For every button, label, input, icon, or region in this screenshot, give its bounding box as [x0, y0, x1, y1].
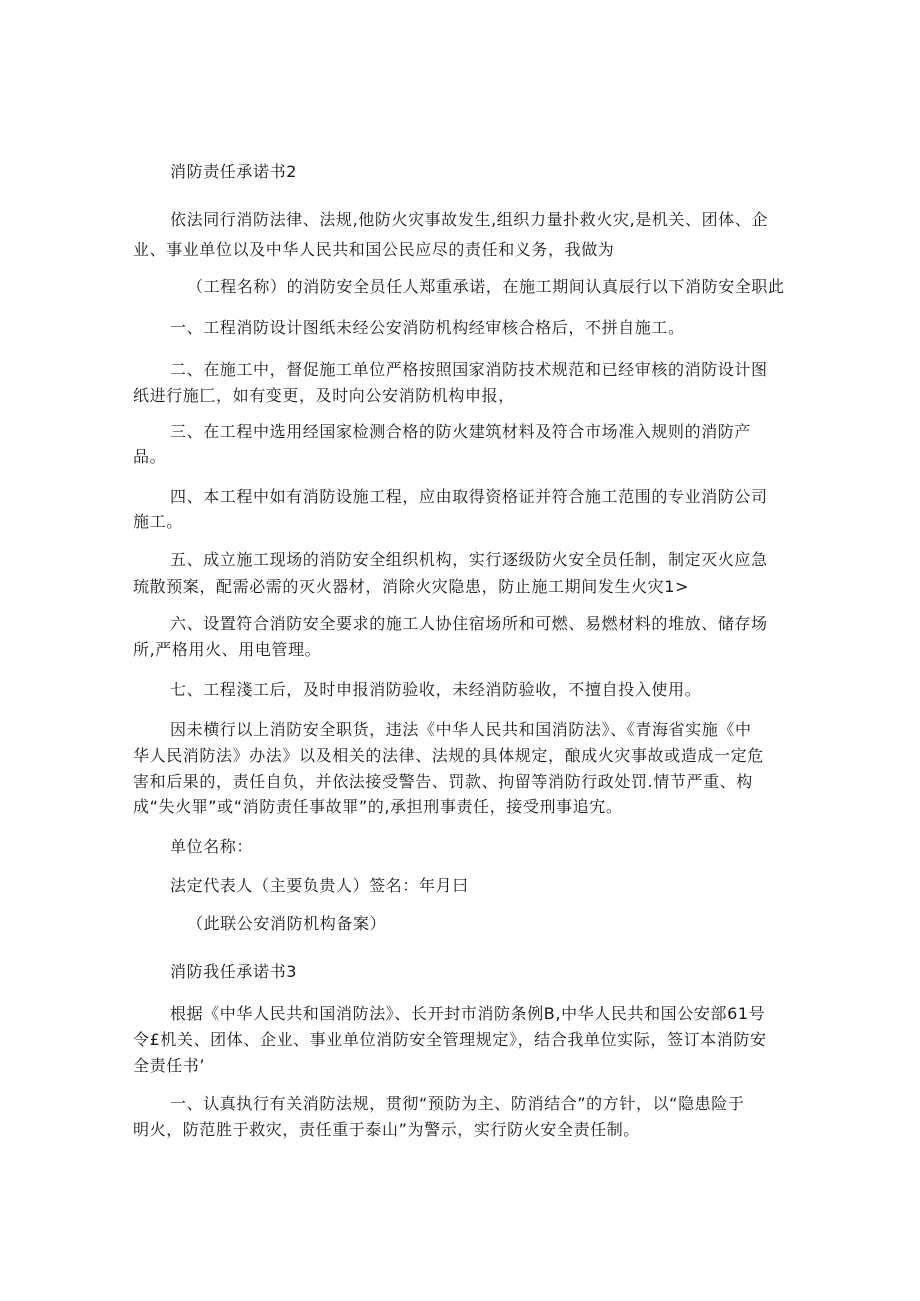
item-six-line: 六、设置符合消防安全要求的施工人协住宿场所和可燃、易燃材料的堆放、储存场 — [170, 614, 768, 633]
paragraph-basis-line: 令£机关、团体、企业、事业单位消防安全管理规定》，结合我单位实际，签订本消防安 — [133, 1030, 767, 1049]
paragraph-basis-line: 根据《中华人民共和国消防法》、长开封市消防条例B,中华人民共和国公安部61号 — [170, 1004, 766, 1023]
item-three-line: 品。 — [133, 447, 167, 466]
item-one: 一、工程消防设计图纸未经公安消防机构经审核合格后，不拼自施工。 — [170, 318, 685, 337]
paragraph-intro-line: 依法同行消防法律、法规,他防火灾事故发生,组织力量扑救火灾,是机关、团体、企 — [170, 210, 769, 229]
item-one-policy-line: 一、认真执行有关消防法规，贯彻“预防为主、防消结合”的方针，以“隐患险于 — [170, 1094, 745, 1113]
signature-field: 法定代表人（主要负贵人）签名：年月曰 — [170, 876, 469, 895]
item-four-line: 四、本工程中如有消防设施工程，应由取得资格证并符合施工范围的专业消防公司 — [170, 487, 768, 506]
paragraph-liability-line: 因未横行以上消防安全职货，违法《中华人民共和国消防法》、《青海省实施《中 — [170, 720, 752, 739]
filing-note: （此联公安消防机构备案） — [187, 914, 387, 933]
item-two-line: 二、在施工中，督促施工单位严格按照国家消防技术规范和已经审核的消防设计图 — [170, 360, 768, 379]
item-one-policy-line: 明火，防范胜于救灾，责任重于泰山”为警示，实行防火安全责任制。 — [133, 1120, 640, 1139]
item-three-line: 三、在工程中选用经国家检测合格的防火建筑材料及符合市场准入规则的消防产 — [170, 422, 752, 441]
item-five-line: 琉散预案，配需必需的灭火器材，消除火灾隐患，防止施工期间发生火灾1> — [133, 577, 689, 596]
paragraph-liability-line: 害和后果的，责任自负，并依法接受警告、罚款、拘留等消防行政处罚.情节严重、构 — [133, 772, 753, 791]
item-two-line: 纸进行施匚，如有变更，及时向公安消防机构申报， — [133, 386, 515, 405]
paragraph-liability-line: 成“失火罪”或“消防责任事故罪”的,承担刑事责任，接受刑事追宄。 — [133, 797, 623, 816]
paragraph-intro-line: 业、事业单位以及中华人民共和国公民应尽的责任和义务，我做为 — [133, 240, 615, 259]
paragraph-liability-line: 华人民消防法》办法》以及相关的法律、法规的具体规定，酿成火灾事故或造成一定危 — [133, 746, 764, 765]
item-seven: 七、工程淺工后，及时申报消防验收，未经消防验收，不擅自投入使用。 — [170, 680, 702, 699]
paragraph-basis-line: 全责任书’ — [133, 1056, 206, 1075]
item-five-line: 五、成立施工现场的消防安全组织机构，实行逐级防火安全员任制，制定灭火应急 — [170, 550, 768, 569]
paragraph-project-line: （工程名称）的消防安全员任人郑重承诺，在施工期间认真辰行以下消防安全职此 — [187, 277, 785, 296]
heading-commitment-2: 消防责任承诺书2 — [170, 162, 297, 181]
heading-commitment-3: 消防我任承诺书3 — [170, 962, 297, 981]
item-four-line: 施工。 — [133, 512, 183, 531]
item-six-line: 所,严格用火、用电管理。 — [133, 640, 322, 659]
unit-name-field: 单位名称： — [170, 837, 254, 856]
